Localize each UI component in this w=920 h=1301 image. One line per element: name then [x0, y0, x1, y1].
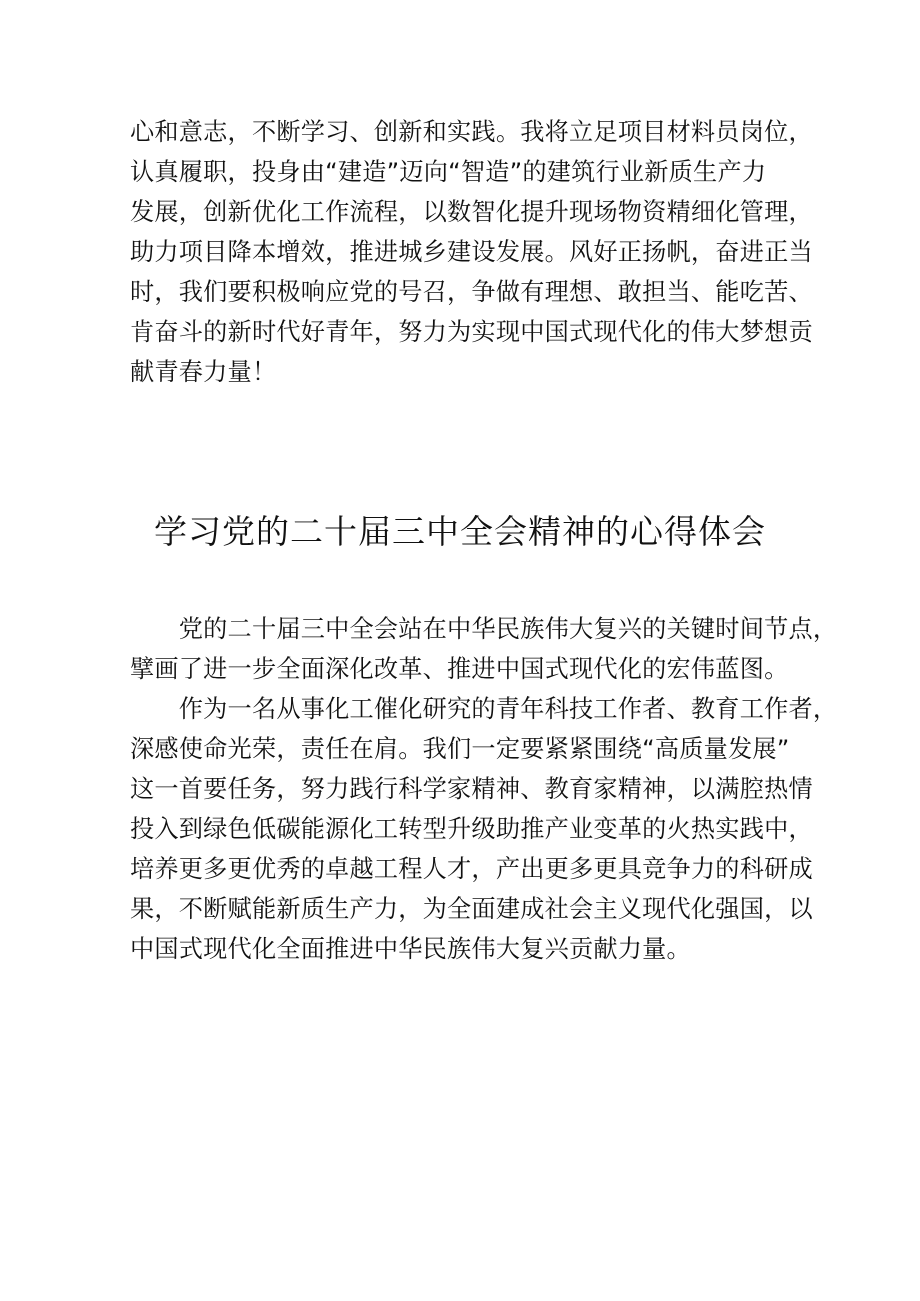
- paragraph-line: 擘画了进一步全面深化改革、推进中国式现代化的宏伟蓝图。: [130, 655, 789, 683]
- paragraph-line: 这一首要任务，努力践行科学家精神、教育家精神，以满腔热情: [130, 775, 813, 803]
- paragraph-line: 作为一名从事化工催化研究的青年科技工作者、教育工作者，: [130, 695, 838, 723]
- continuation-paragraph: [130, 112, 813, 392]
- paragraph-line: 培养更多更优秀的卓越工程人才，产出更多更具竞争力的科研成: [130, 855, 813, 883]
- paragraph-line: 认真履职，投身由“建造”迈向“智造”的建筑行业新质生产力: [130, 158, 767, 186]
- paragraph-line: 时，我们要积极响应党的号召，争做有理想、敢担当、能吃苦、: [130, 278, 813, 306]
- paragraph-line: 中国式现代化全面推进中华民族伟大复兴贡献力量。: [130, 935, 691, 963]
- paragraph-2: [130, 689, 838, 969]
- paragraph-line: 心和意志，不断学习、创新和实践。我将立足项目材料员岗位，: [130, 118, 813, 146]
- paragraph-line: 深感使命光荣，责任在肩。我们一定要紧紧围绕“高质量发展”: [130, 735, 790, 763]
- article-title: 学习党的二十届三中全会精神的心得体会: [154, 512, 766, 551]
- article-body: [130, 609, 838, 969]
- paragraph-line: 助力项目降本增效，推进城乡建设发展。风好正扬帆，奋进正当: [130, 238, 813, 266]
- paragraph-line: 献青春力量！: [130, 358, 277, 386]
- paragraph-line: 果，不断赋能新质生产力，为全面建成社会主义现代化强国，以: [130, 895, 813, 923]
- paragraph-line: 发展，创新优化工作流程，以数智化提升现场物资精细化管理，: [130, 198, 813, 226]
- paragraph-line: 投入到绿色低碳能源化工转型升级助推产业变革的火热实践中，: [130, 815, 813, 843]
- paragraph-1: [130, 609, 838, 689]
- paragraph-line: 肯奋斗的新时代好青年，努力为实现中国式现代化的伟大梦想贡: [130, 318, 813, 346]
- paragraph-line: 党的二十届三中全会站在中华民族伟大复兴的关键时间节点，: [130, 615, 838, 643]
